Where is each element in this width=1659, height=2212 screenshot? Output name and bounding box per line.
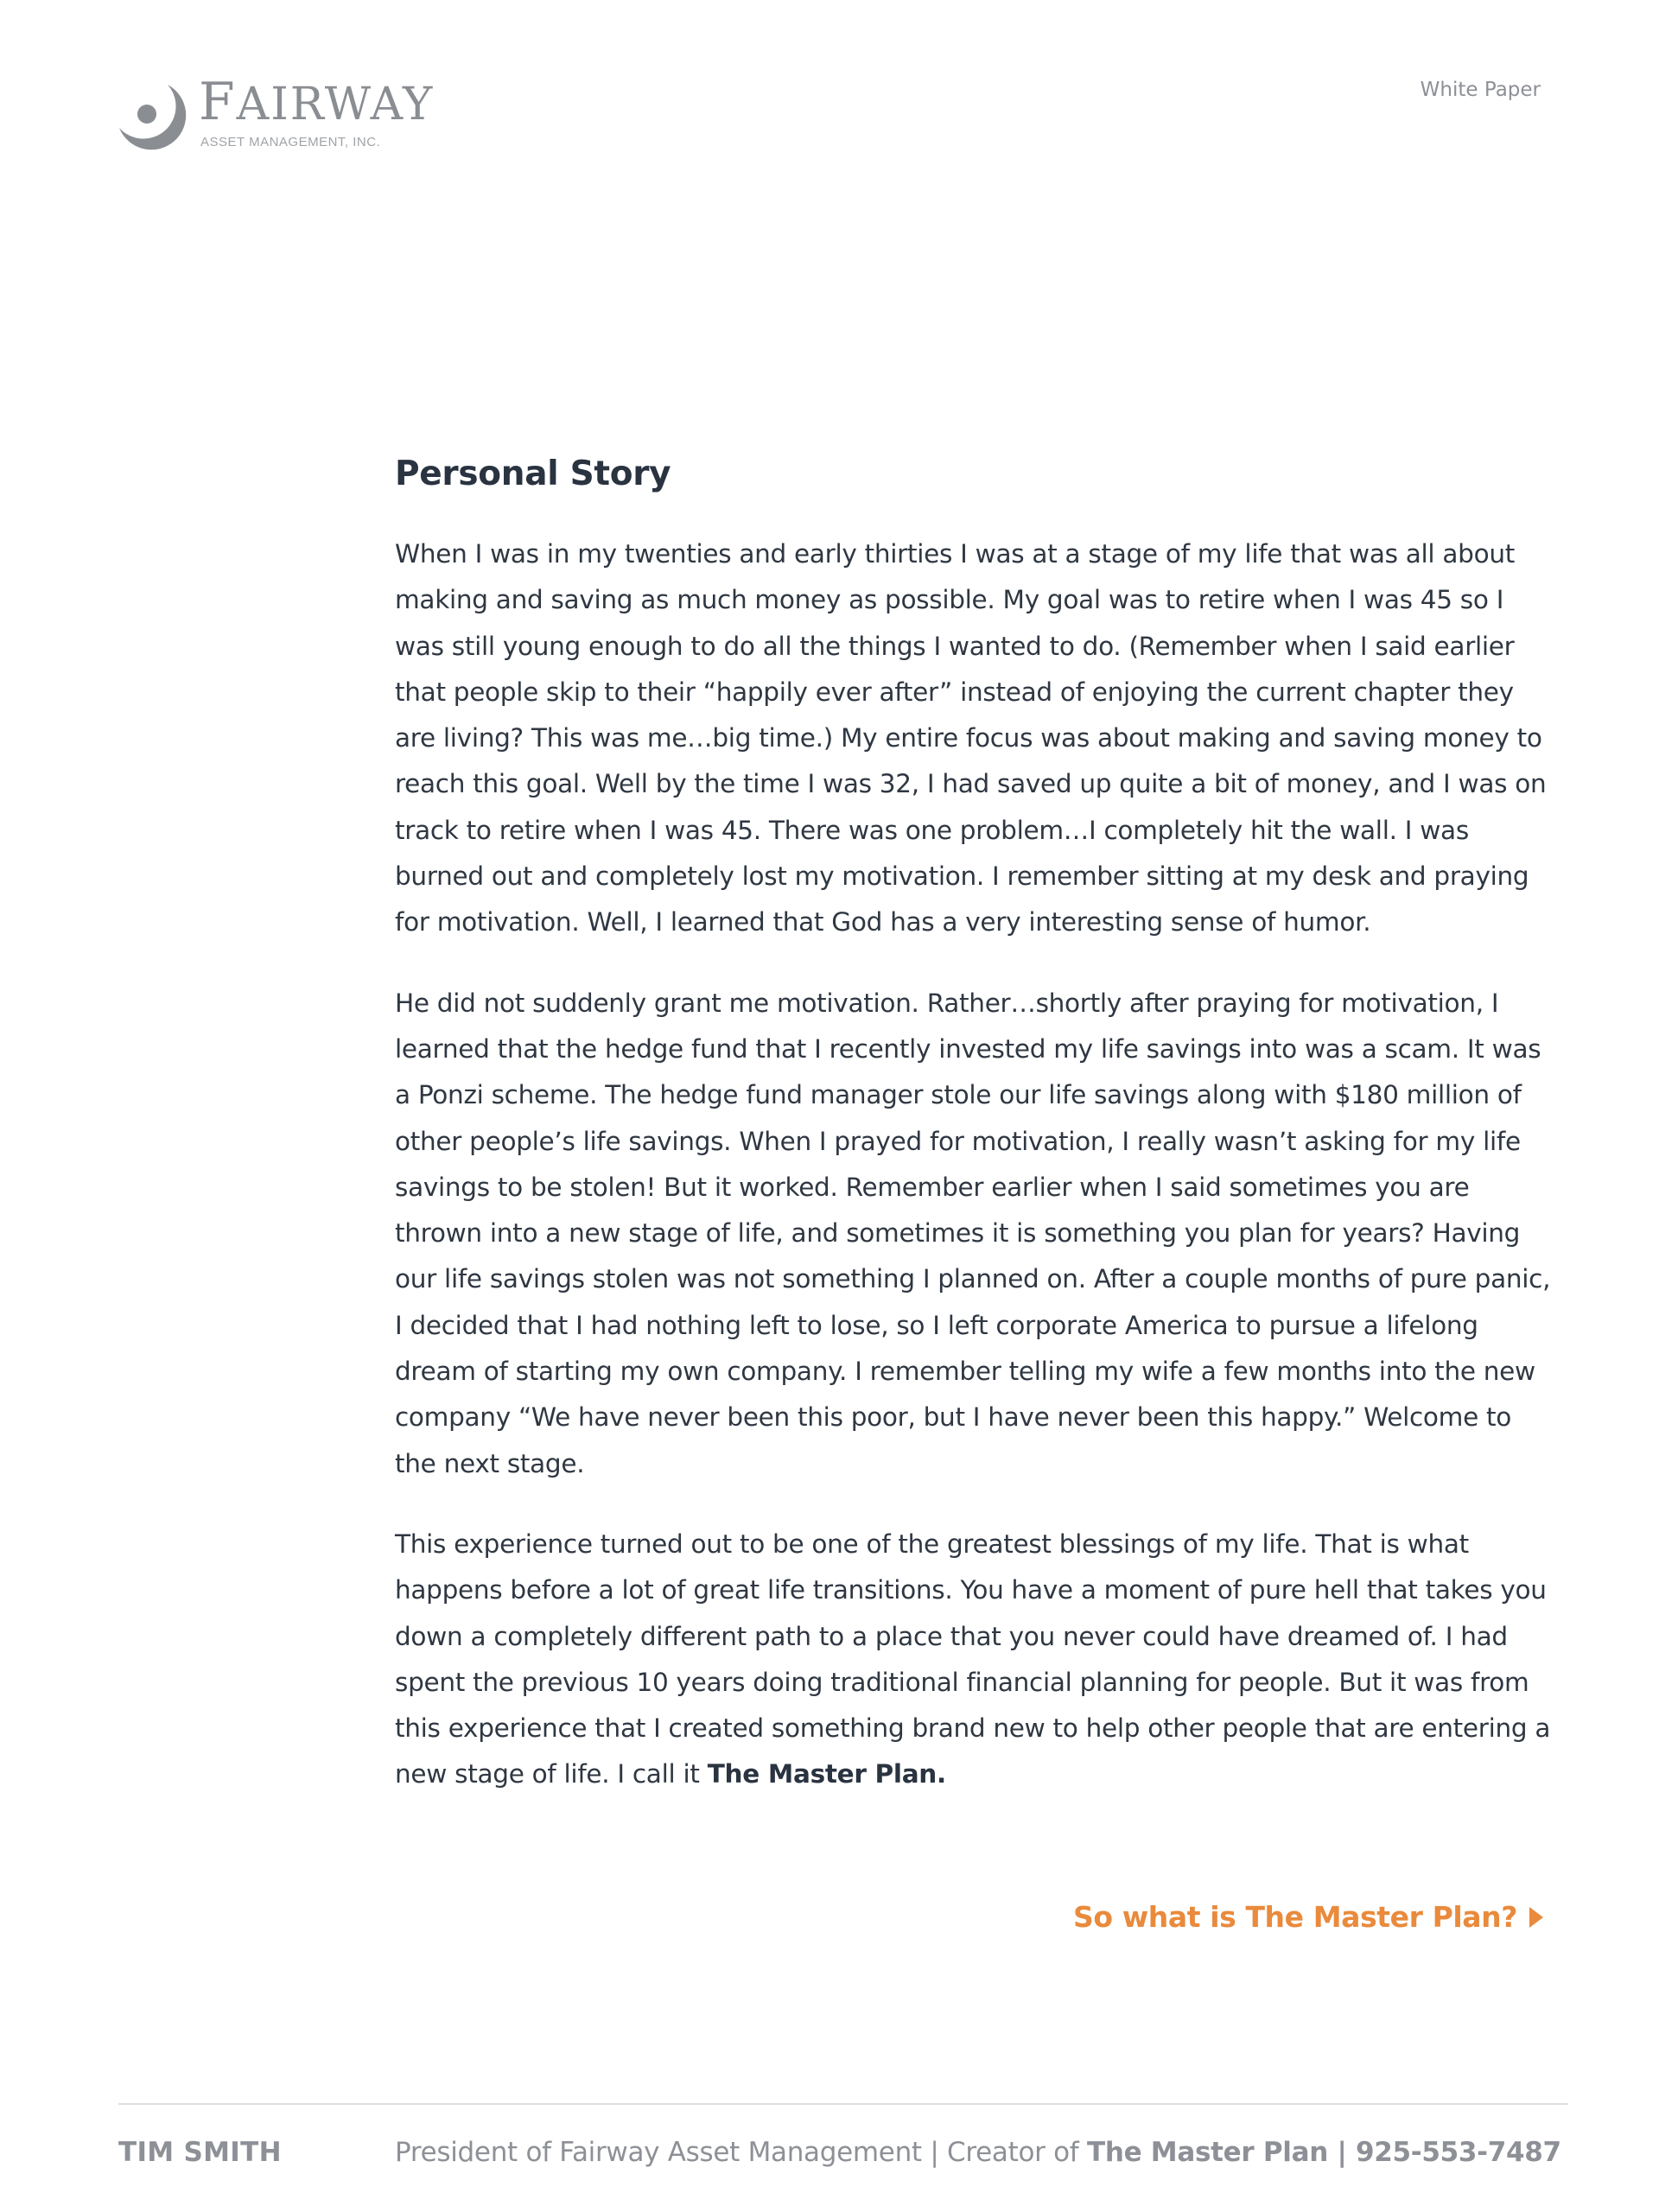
paragraph-3 [395,1522,1553,1798]
footer-phone: 925-553-7487 [1356,2137,1561,2168]
logo-subline: ASSET MANAGEMENT, INC. [200,135,381,149]
main-content [395,454,1553,1833]
fairway-logo-mark-icon [114,78,192,156]
master-plan-link[interactable] [1073,1900,1543,1934]
paragraph-3-text: This experience turned out to be one of the greatest blessings of my life. That is what happens before a lot of great life transitions. You have a moment of pure hell that takes you down a completely different path to a place that you never could have dreamed of. I had spent the previous 10 years doing traditional financial planning for people. But it was from this experience that I created something brand new to help other people that are entering a new stage of life. I call it [395,1529,1551,1789]
logo-wordmark: FAIRWAY [199,72,435,132]
footer-role: President of Fairway Asset Management | Creator of [395,2137,1087,2168]
fairway-logo [114,72,435,161]
master-plan-emphasis: The Master Plan. [707,1759,946,1789]
footer-author-info [395,2137,1561,2168]
section-title: Personal Story [395,454,671,493]
footer-author-name: TIM SMITH [118,2137,282,2168]
footer-divider [118,2103,1568,2105]
master-plan-link-label: So what is The Master Plan? [1072,1900,1517,1934]
footer-product: The Master Plan [1086,2137,1328,2168]
paragraph-1: When I was in my twenties and early thirties I was at a stage of my life that was all about making and saving as much money as possible. My goal was to retire when I was 45 so I was still young enough to do all the things I wanted to do. (Remember when I said earlier that people skip to their “happily ever after” instead of enjoying the current chapter they are living? This was me…big time.) My entire focus was about making and saving money to reach this goal. Well by the time I was 32, I had saved up quite a bit of money, and I was on track to retire when I was 45. There was one problem…I completely hit the wall. I was burned out and completely lost my motivation. I remember sitting at my desk and praying for motivation. Well, I learned that God has a very interesting sense of humor. [395,539,1547,938]
triangle-right-icon [1529,1907,1543,1928]
footer-separator: | [1327,2137,1356,2168]
document-type-label: White Paper [1420,79,1541,101]
paragraph-2: He did not suddenly grant me motivation. Rather…shortly after praying for motivation, I learned that the hedge fund that I recently invested my life savings into was a scam. It was a Ponzi scheme. The hedge fund manager stole our life savings along with $180 million of other people’s life savings. When I prayed for motivation, I really wasn’t asking for my life savings to be stolen! But it worked. Remember earlier when I said sometimes you are thrown into a new stage of life, and sometimes it is something you plan for years? Having our life savings stolen was not something I planned on. After a couple months of pure panic, I decided that I had nothing left to lose, so I left corporate America to pursue a lifelong dream of starting my own company. I remember telling my wife a few months into the new company “We have never been this poor, but I have never been this happy.” Welcome to the next stage. [395,988,1551,1478]
